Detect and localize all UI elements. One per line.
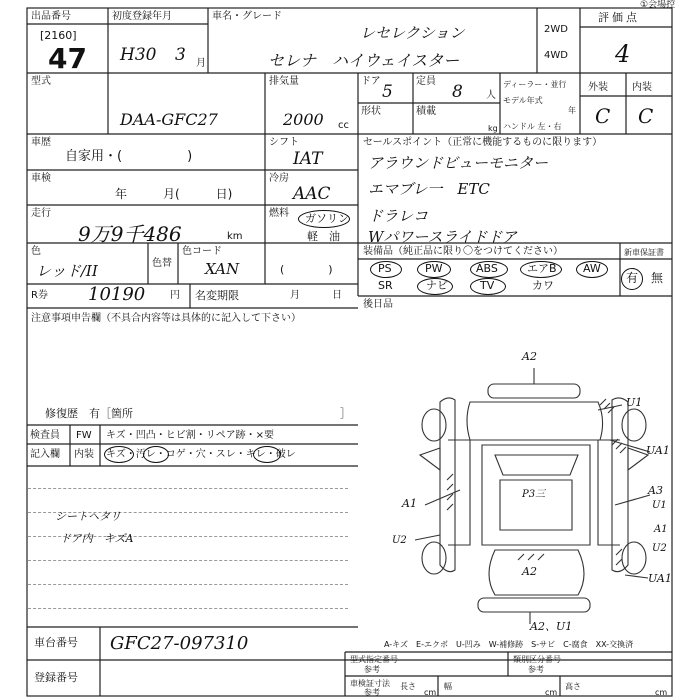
interior-stain-circle <box>143 446 169 463</box>
interior-items: キズ・汚レ・コゲ・穴・スレ・キレ・破レ <box>106 449 296 460</box>
load-unit: kg <box>488 124 498 133</box>
warranty-label: 新車保証書 <box>624 248 664 257</box>
type-cert-label: 型式指定番号 <box>350 655 398 664</box>
warranty-yes: 有 <box>626 271 639 285</box>
equip-airbag: エアB <box>527 262 557 275</box>
shift-value: IAT <box>293 149 323 169</box>
lot-code: [2160] <box>40 29 77 42</box>
repair-close: ］ <box>340 407 351 420</box>
class-ref: 参考 <box>528 665 544 674</box>
score-value: 4 <box>615 40 631 68</box>
warranty-no: 無 <box>651 271 664 285</box>
fuel-diesel: 軽 油 <box>307 230 340 243</box>
equip-aw-circle <box>576 261 608 278</box>
handle-label: ハンドル 左・右 <box>503 122 562 131</box>
model-label: 型式 <box>31 76 51 87</box>
interior-scratch-circle <box>104 446 134 463</box>
drive-2wd: 2WD <box>544 24 568 35</box>
type-cert-ref: 参考 <box>364 665 380 674</box>
chassis-value: GFC27-097310 <box>110 633 249 654</box>
equip-abs: ABS <box>476 262 498 275</box>
fuel-gasoline: ガソリン <box>305 212 349 225</box>
shape-label: 形状 <box>361 106 381 117</box>
damage-mark: A1 <box>654 524 668 535</box>
memo-line <box>28 488 348 489</box>
length-unit: cm <box>424 688 437 697</box>
sales-point-2: エマブレ一 ETC <box>368 180 490 198</box>
inspection-label: 車検 <box>31 173 51 184</box>
fuel-paren: ( ) <box>280 263 333 276</box>
class-label: 類別区分番号 <box>513 655 561 664</box>
equip-pw-circle <box>417 261 451 278</box>
equip-navi: ナビ <box>426 279 448 292</box>
damage-mark: A2 <box>522 565 537 578</box>
dealer-label: ディーラー・並行 <box>503 80 567 89</box>
displacement-unit: cc <box>338 120 349 131</box>
car-inspection-ref: 参考 <box>364 688 380 697</box>
width-unit: cm <box>545 688 558 697</box>
damage-mark: UA1 <box>646 444 670 457</box>
mileage-unit: km <box>227 231 243 242</box>
equip-leather: カワ <box>532 279 554 292</box>
memo-line <box>28 608 348 609</box>
reg-label: 登録番号 <box>34 671 78 684</box>
fuel-label: 燃料 <box>269 208 289 219</box>
mileage-value: 9万9千486 <box>78 222 182 246</box>
displacement-value: 2000 <box>283 110 324 129</box>
damage-legend: A-キズ E-エクボ U-凹み W-補修跡 S-サビ C-腐食 XX-交換済 <box>384 640 634 649</box>
inspection-value: 年 月( 日) <box>115 187 233 201</box>
doors-label: ドア <box>361 76 381 87</box>
recycle-value: 10190 <box>88 284 146 305</box>
damage-mark: U1 <box>626 396 643 409</box>
name-change-month: 月 <box>290 290 300 301</box>
fuel-gasoline-circle <box>298 210 350 228</box>
damage-mark: A2 <box>522 350 537 363</box>
sales-points-title: セールスポイント（正常に機能するものに限ります） <box>363 137 603 148</box>
aircon-value: AAC <box>293 184 331 204</box>
equip-airbag-circle <box>520 261 562 278</box>
sales-point-1: アラウンドビューモニター <box>368 154 549 172</box>
recycle-label: R券 <box>31 290 48 301</box>
damage-mark: A3 <box>648 484 663 497</box>
height-label: 高さ <box>565 682 581 691</box>
equip-navi-circle <box>417 278 453 295</box>
warranty-yes-circle <box>621 268 643 290</box>
name-change-label: 名変期限 <box>195 289 239 302</box>
history-label: 車歴 <box>31 137 51 148</box>
color-label: 色 <box>31 246 41 257</box>
interior-value: C <box>638 104 654 128</box>
damage-mark: U2 <box>392 535 407 546</box>
inspector-label: 検査員 <box>30 430 60 441</box>
memo-handwritten-2: ドア内 キズA <box>60 532 134 545</box>
shift-label: シフト <box>269 137 299 148</box>
sales-point-4: Wパワースライドドア <box>368 228 517 246</box>
sales-point-3: ドラレコ <box>368 207 429 225</box>
memo-line <box>28 560 348 561</box>
fw-label: FW <box>76 430 92 441</box>
load-label: 積載 <box>416 106 436 117</box>
exterior-label: 外装 <box>588 82 608 93</box>
color-code-value: XAN <box>205 260 240 278</box>
doors-value: 5 <box>382 82 393 102</box>
memo-handwritten-1: シートヘタリ <box>55 510 121 523</box>
car-inspection-label: 車検証寸法 <box>350 679 390 688</box>
equip-ps: PS <box>378 262 392 275</box>
damage-mark: U2 <box>652 543 667 554</box>
model-year-label: モデル年式 <box>503 96 543 105</box>
interior-wear-circle <box>253 446 281 463</box>
color-code-label: 色コード <box>182 246 222 257</box>
car-name-label: 車名・グレード <box>212 11 282 22</box>
equip-pw: PW <box>425 262 443 275</box>
length-label: 長さ <box>400 682 416 691</box>
fw-items: キズ・凹凸・ヒビ割・リペア跡・×要 <box>106 430 274 441</box>
backseat-label: 後日品 <box>363 299 393 310</box>
score-label: 評価点 <box>598 11 640 24</box>
notes-title: 注意事項申告欄（不具合内容等は具体的に記入して下さい） <box>31 313 301 324</box>
month-unit: 月 <box>196 58 206 69</box>
year-unit: 年 <box>568 106 576 115</box>
damage-mark: U1 <box>652 500 667 511</box>
repair-label: 修復歴 有［箇所 <box>45 407 133 420</box>
damage-mark: P3三 <box>522 489 546 500</box>
equip-sr: SR <box>378 279 393 292</box>
displacement-label: 排気量 <box>269 76 299 87</box>
first-reg-month: 3 <box>175 45 186 65</box>
equipment-title: 装備品（純正品に限り〇をつけてください） <box>363 246 563 257</box>
lot-label: 出品番号 <box>31 11 71 22</box>
equip-abs-circle <box>470 261 508 278</box>
yen-unit: 円 <box>170 290 180 301</box>
chassis-label: 車台番号 <box>34 636 78 649</box>
equip-aw: AW <box>583 262 601 275</box>
interior-label: 内装 <box>632 82 652 93</box>
entry-label: 記入欄 <box>30 449 60 460</box>
color-replace-label: 色替 <box>152 258 172 269</box>
grade-handwritten: レセレクション <box>360 24 465 42</box>
aircon-label: 冷房 <box>269 173 289 184</box>
mileage-label: 走行 <box>31 208 51 219</box>
height-unit: cm <box>655 688 668 697</box>
width-label: 幅 <box>444 682 452 691</box>
capacity-unit: 人 <box>486 90 496 101</box>
exterior-value: C <box>595 104 611 128</box>
name-change-day: 日 <box>332 290 342 301</box>
drive-4wd: 4WD <box>544 50 568 61</box>
car-name-handwritten: セレナ ハイウェイスター <box>268 51 460 70</box>
capacity-value: 8 <box>452 82 463 102</box>
first-reg-label: 初度登録年月 <box>112 11 172 22</box>
lot-number: 47 <box>48 42 87 75</box>
damage-mark: A1 <box>402 497 417 510</box>
equip-ps-circle <box>370 261 402 278</box>
damage-mark: UA1 <box>648 572 672 585</box>
capacity-label: 定員 <box>416 76 436 87</box>
interior-row-label: 内装 <box>74 449 94 460</box>
damage-mark: A2、U1 <box>530 620 573 633</box>
history-value: 自家用・( ) <box>65 149 193 164</box>
equip-tv: TV <box>480 279 495 292</box>
color-value: レッド/II <box>36 262 98 280</box>
memo-line <box>28 584 348 585</box>
equip-tv-circle <box>470 278 506 295</box>
first-reg-year: H30 <box>120 45 157 65</box>
copy-stamp: ①会場控 <box>640 0 676 10</box>
model-value: DAA-GFC27 <box>120 110 218 129</box>
